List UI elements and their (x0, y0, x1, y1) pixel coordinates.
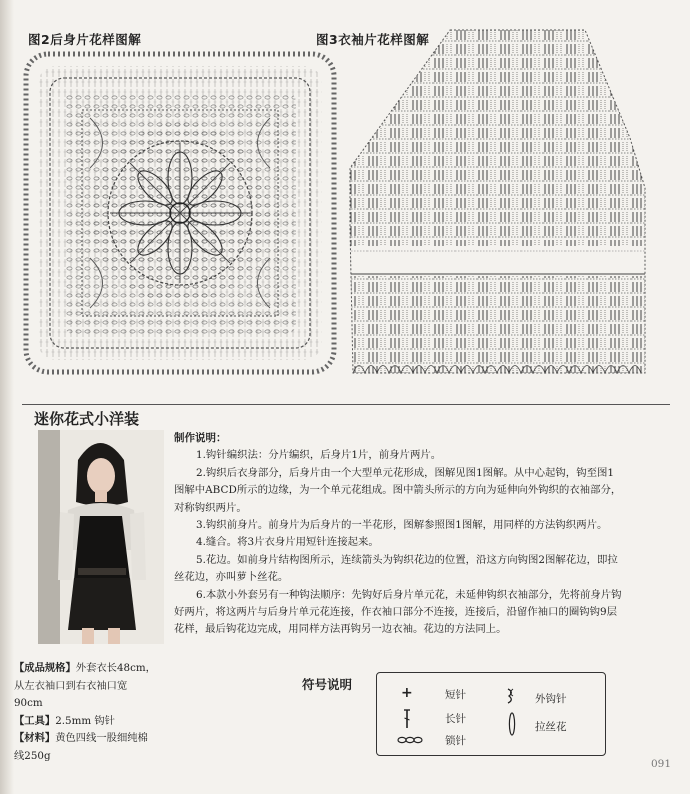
model-photo (38, 430, 164, 644)
instructions-heading: 制作说明： (174, 432, 227, 444)
sleeve-crochet-chart (345, 28, 657, 378)
legend-label-chain-stitch: 锁针 (445, 735, 466, 747)
instruction-line: 2.钩织后衣身部分，后身片由一个大型单元花形成，图解见图1图解。从中心起钩，钩至图1 (196, 466, 614, 479)
double-crochet-symbol (403, 709, 411, 729)
instruction-line: 图解中ABCD所示的边缘，为一个单元花组成。图中箭头所示的方向为延伸向外钩织的衣袖部分， (174, 484, 622, 497)
tool-label: 【工具】 (14, 714, 56, 727)
size-label: 【成品规格】 (14, 662, 76, 674)
legend-label-single-crochet: 短针 (445, 689, 466, 701)
instruction-line: 3.钩织前身片。前身片为后身片的一半花形，图解参照图1图解，用同样的方法钩织两片。 (196, 519, 608, 532)
size-text: 外套衣长48cm， (75, 662, 156, 674)
legend-title: 符号说明 (302, 677, 353, 692)
instruction-line: 1.钩针编织法：分片编织，后身片1片，前身片两片。 (196, 449, 442, 462)
specs-block (14, 660, 172, 766)
instruction-line: 丝花边，亦叫萝卜丝花。 (174, 571, 289, 584)
size-text-2: 从左衣袖口到右衣袖口宽 (14, 679, 128, 692)
chain-stitch-symbol (397, 735, 423, 745)
section-title: 迷你花式小洋装 (34, 410, 140, 428)
page-number: 091 (651, 758, 672, 770)
front-post-stitch-symbol (505, 687, 517, 705)
material-text: 黄色四线一股细纯棉 (55, 732, 148, 745)
instruction-line: 4.缝合。将3片衣身片用短针连接起来。 (196, 536, 379, 549)
instructions-block (174, 430, 666, 639)
book-spine-shadow (0, 0, 14, 794)
material-text-2: 线250g (14, 749, 51, 762)
tool-text: 2.5mm 钩针 (55, 714, 115, 727)
symbol-legend (376, 672, 606, 756)
instruction-line: 对称钩织两片。 (174, 501, 247, 514)
single-crochet-symbol: + (401, 685, 413, 701)
section-divider (22, 404, 670, 405)
instruction-line: 5.花边。如前身片结构图所示，连续箭头为钩织花边的位置，沿这方向钩图2图解花边，即拉 (196, 553, 618, 566)
legend-label-picot: 拉丝花 (535, 721, 567, 733)
size-text-3: 90cm (14, 697, 43, 710)
instruction-line: 好两片，将这两片与后身片单元花连接，作衣袖口部分不连接，连接后，沿留作袖口的圈钩钩9层 (174, 606, 618, 619)
back-body-crochet-chart (20, 48, 340, 378)
figure-3-title: 图3衣袖片花样图解 (316, 32, 430, 47)
picot-stitch-symbol (507, 711, 517, 737)
instruction-line: 花样，最后钩花边完成，用同样方法再钩另一边衣袖。花边的方法同上。 (174, 623, 507, 636)
figure-2-title: 图2后身片花样图解 (28, 32, 142, 47)
legend-label-double-crochet: 长针 (445, 713, 466, 725)
material-label: 【材料】 (14, 732, 56, 745)
legend-label-front-post: 外钩针 (535, 693, 567, 705)
instruction-line: 6.本款小外套另有一种钩法顺序：先钩好后身片单元花，未延伸钩织衣袖部分，先将前身片钩 (196, 588, 622, 601)
